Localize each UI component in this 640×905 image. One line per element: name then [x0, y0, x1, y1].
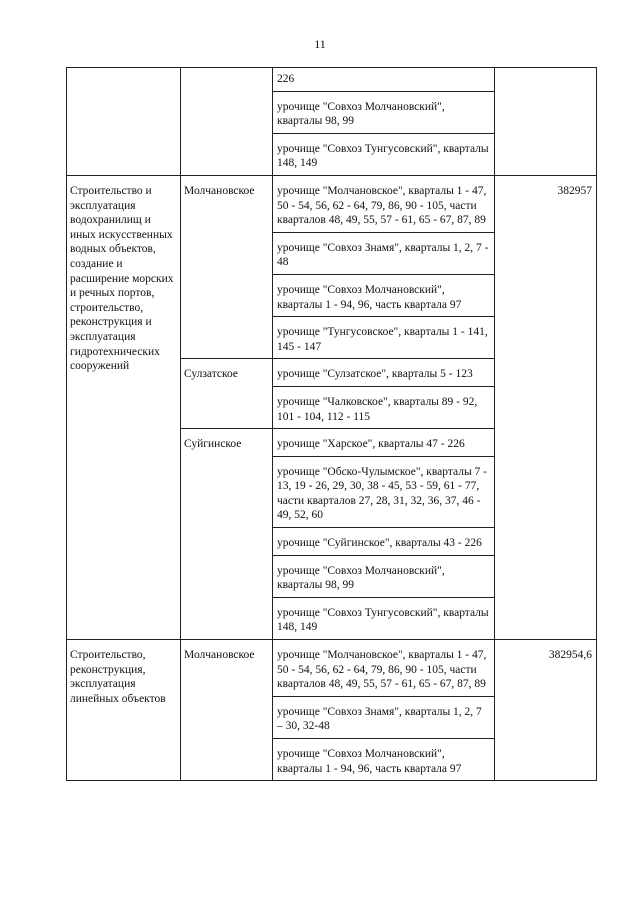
location-cell: урочище "Совхоз Знамя", кварталы 1, 2, 7 - 48: [273, 232, 495, 274]
location-cell: урочище "Сулзатское", кварталы 5 - 123: [273, 359, 495, 387]
location-cell: урочище "Совхоз Знамя", кварталы 1, 2, 7 – 30, 32-48: [273, 696, 495, 738]
location-cell: урочище "Совхоз Тунгусовский", кварталы 148, 149: [273, 597, 495, 639]
location-cell: урочище "Чалковское", кварталы 89 - 92, 101 - 104, 112 - 115: [273, 386, 495, 428]
location-cell: урочище "Совхоз Молчановский", кварталы 1 - 94, 96, часть квартала 97: [273, 274, 495, 316]
table-row: [67, 68, 597, 92]
table-row: [67, 175, 597, 232]
location-cell: урочище "Совхоз Тунгусовский", кварталы 148, 149: [273, 133, 495, 175]
district-cell: Молчановское: [181, 640, 273, 781]
forest-use-table: [66, 67, 597, 781]
location-cell: урочище "Харское", кварталы 47 - 226: [273, 429, 495, 457]
location-cell: урочище "Суйгинское", кварталы 43 - 226: [273, 528, 495, 556]
table-row: [67, 640, 597, 697]
location-cell: 226: [273, 68, 495, 92]
location-cell: урочище "Совхоз Молчановский", кварталы 98, 99: [273, 91, 495, 133]
location-cell: урочище "Совхоз Молчановский", кварталы 1 - 94, 96, часть квартала 97: [273, 739, 495, 781]
location-cell: урочище "Тунгусовское", кварталы 1 - 141, 145 - 147: [273, 317, 495, 359]
location-cell: урочище "Молчановское", кварталы 1 - 47, 50 - 54, 56, 62 - 64, 79, 86, 90 - 105, части кварталов 48, 49, 55, 57 - 61, 65 - 67, 87, 89: [273, 175, 495, 232]
page-number: 11: [314, 37, 326, 51]
district-cell: [181, 68, 273, 176]
activity-cell: Строительство и эксплуатация водохранилищ и иных искусственных водных объектов, создание и расширение морских и речных портов, строительство, реконструкция и эксплуатация гидротехнических сооружений: [67, 175, 181, 639]
area-cell: [495, 68, 597, 176]
activity-cell: Строительство, реконструкция, эксплуатация линейных объектов: [67, 640, 181, 781]
location-cell: урочище "Обско-Чулымское", кварталы 7 - 13, 19 - 26, 29, 30, 38 - 45, 53 - 59, 61 - 77, части кварталов 27, 28, 31, 32, 36, 37, 46 - 49, 52, 60: [273, 456, 495, 527]
activity-cell: [67, 68, 181, 176]
area-cell: 382957: [495, 175, 597, 639]
district-cell: Молчановское: [181, 175, 273, 358]
area-cell: 382954,6: [495, 640, 597, 781]
location-cell: урочище "Совхоз Молчановский", кварталы 98, 99: [273, 555, 495, 597]
district-cell: Сулзатское: [181, 359, 273, 429]
district-cell: Суйгинское: [181, 429, 273, 640]
location-cell: урочище "Молчановское", кварталы 1 - 47, 50 - 54, 56, 62 - 64, 79, 86, 90 - 105, части кварталов 48, 49, 55, 57 - 61, 65 - 67, 87, 89: [273, 640, 495, 697]
